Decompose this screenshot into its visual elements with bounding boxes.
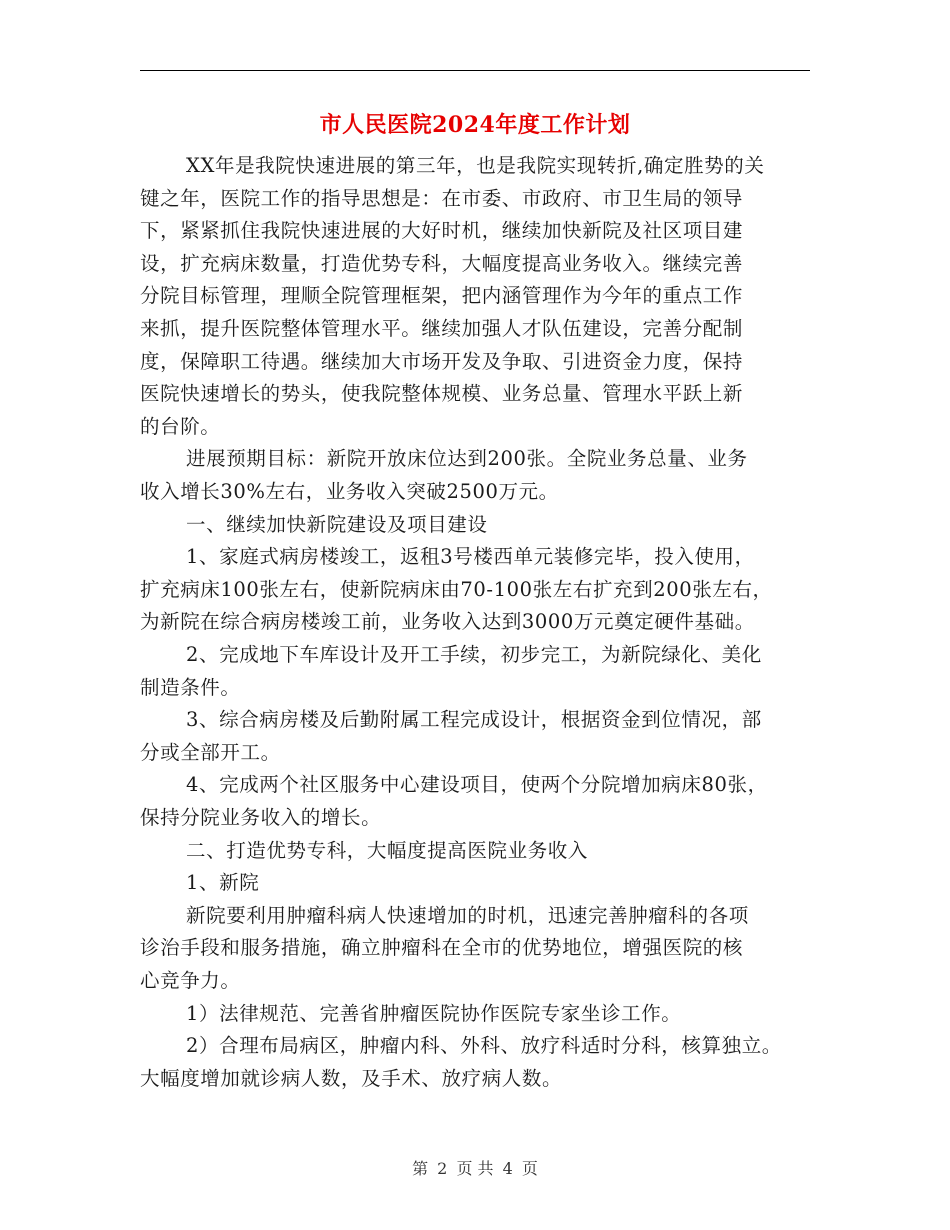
body-line: 心竞争力。 bbox=[140, 969, 241, 992]
page-footer bbox=[0, 1156, 950, 1179]
body-line: XX年是我院快速进展的第三年，也是我院实现转折,确定胜势的关 bbox=[186, 154, 765, 177]
body-line: 为新院在综合病房楼竣工前，业务收入达到3000万元奠定硬件基础。 bbox=[140, 610, 755, 634]
body-line: 设，扩充病床数量，打造优势专科，大幅度提高业务收入。继续完善 bbox=[140, 251, 744, 275]
body-line: 键之年，医院工作的指导思想是：在市委、市政府、市卫生局的领导 bbox=[140, 186, 744, 210]
footer-mid: 页 共 bbox=[456, 1159, 494, 1178]
body-line: 分院目标管理，理顺全院管理框架，把内涵管理作为今年的重点工作 bbox=[140, 284, 744, 308]
footer-current-page: 2 bbox=[437, 1159, 448, 1178]
footer-suffix: 页 bbox=[521, 1159, 538, 1178]
body-line: 诊治手段和服务措施，确立肿瘤科在全市的优势地位，增强医院的核 bbox=[140, 936, 744, 960]
body-line: 新院要利用肿瘤科病人快速增加的时机，迅速完善肿瘤科的各项 bbox=[186, 903, 749, 927]
body-line: 2）合理布局病区，肿瘤内科、外科、放疗科适时分科，核算独立。 bbox=[186, 1034, 782, 1058]
document-title: 市人民医院2024年度工作计划 bbox=[319, 112, 631, 138]
body-line: 下，紧紧抓住我院快速进展的大好时机，继续加快新院及社区项目建 bbox=[140, 219, 744, 243]
body-line: 2、完成地下车库设计及开工手续，初步完工，为新院绿化、美化 bbox=[186, 643, 762, 666]
body-line: 1）法律规范、完善省肿瘤医院协作医院专家坐诊工作。 bbox=[186, 1001, 682, 1025]
body-line: 大幅度增加就诊病人数，及手术、放疗病人数。 bbox=[140, 1066, 563, 1090]
footer-prefix: 第 bbox=[412, 1159, 429, 1178]
footer-total-pages: 4 bbox=[502, 1159, 513, 1178]
body-line: 4、完成两个社区服务中心建设项目，使两个分院增加病床80张， bbox=[186, 773, 768, 797]
body-line: 1、家庭式病房楼竣工，返租3号楼西单元装修完毕，投入使用， bbox=[186, 545, 755, 569]
body-line: 1、新院 bbox=[186, 871, 260, 895]
body-line: 保持分院业务收入的增长。 bbox=[140, 806, 382, 829]
body-line: 制造条件。 bbox=[140, 675, 241, 699]
body-line: 二、打造优势专科，大幅度提高医院业务收入 bbox=[186, 838, 589, 862]
body-line: 3、综合病房楼及后勤附属工程完成设计，根据资金到位情况，部 bbox=[186, 708, 762, 732]
header-rule bbox=[140, 70, 810, 71]
body-line: 扩充病床100张左右，使新院病床由70-100张左右扩充到200张左右， bbox=[140, 577, 773, 601]
body-line: 度，保障职工待遇。继续加大市场开发及争取、引进资金力度，保持 bbox=[140, 349, 744, 373]
body-line: 一、继续加快新院建设及项目建设 bbox=[186, 512, 488, 536]
body-line: 进展预期目标：新院开放床位达到200张。全院业务总量、业务 bbox=[186, 447, 748, 471]
body-line: 收入增长30%左右，业务收入突破2500万元。 bbox=[140, 480, 559, 503]
body-line: 分或全部开工。 bbox=[140, 740, 281, 764]
body-line: 来抓，提升医院整体管理水平。继续加强人才队伍建设，完善分配制 bbox=[140, 317, 744, 340]
body-line: 的台阶。 bbox=[140, 414, 221, 438]
body-line: 医院快速增长的势头，使我院整体规模、业务总量、管理水平跃上新 bbox=[140, 382, 744, 406]
